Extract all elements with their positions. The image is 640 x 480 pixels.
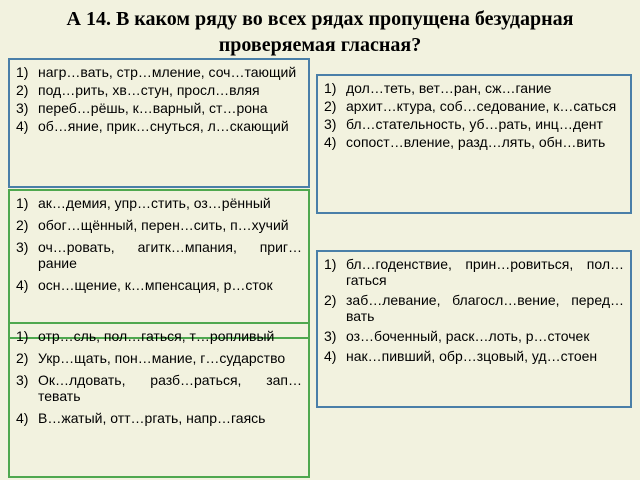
option-box-d (316, 74, 632, 214)
list-item (16, 372, 302, 404)
item-number: 3) (324, 116, 337, 132)
item-number: 3) (324, 328, 337, 344)
option-box-b (8, 189, 310, 339)
item-number: 3) (16, 239, 29, 255)
item-number: 3) (16, 100, 29, 116)
item-text: сопост…вление, разд…лять, обн…вить (346, 134, 606, 150)
item-number: 1) (16, 64, 29, 80)
item-number: 1) (324, 256, 337, 272)
item-text: ак…демия, упр…стить, оз…рённый (38, 195, 271, 211)
item-number: 2) (16, 217, 29, 233)
list-item (16, 82, 302, 98)
item-text: дол…теть, вет…ран, сж…гание (346, 80, 552, 96)
list-item (16, 217, 302, 233)
item-number: 3) (16, 372, 29, 388)
item-text: под…рить, хв…стун, просл…вляя (38, 82, 260, 98)
item-text: оз…боченный, раск…лоть, р…сточек (346, 328, 590, 344)
item-text: нак…пивший, обр…зцовый, уд…стоен (346, 348, 598, 364)
list-item (16, 64, 302, 80)
item-number: 2) (16, 82, 29, 98)
item-text: осн…щение, к…мпенсация, р…сток (38, 277, 273, 293)
list-item (16, 100, 302, 116)
item-text: Укр…щать, пон…мание, г…сударство (38, 350, 286, 366)
item-number: 4) (16, 277, 29, 293)
item-text: нагр…вать, стр…мление, соч…тающий (38, 64, 297, 80)
item-text: переб…рёшь, к…варный, ст…рона (38, 100, 268, 116)
item-text: Ок…лдовать, разб…раться, зап…тевать (38, 372, 302, 404)
item-text: об…яние, прик…снуться, л…скающий (38, 118, 289, 134)
list-item (324, 116, 624, 132)
list-item (324, 134, 624, 150)
item-number: 4) (16, 118, 29, 134)
item-text: бл…стательность, уб…рать, инц…дент (346, 116, 603, 132)
list-item (324, 348, 624, 364)
item-number: 1) (324, 80, 337, 96)
list-item (324, 328, 624, 344)
list-item (16, 277, 302, 293)
list-item (324, 256, 624, 288)
option-box-a (8, 58, 310, 188)
title-line-1: А 14. В каком ряду во всех рядах пропущена безударная (66, 8, 574, 30)
list-item (16, 118, 302, 134)
item-number: 4) (324, 348, 337, 364)
item-number: 4) (16, 410, 29, 426)
list-item (324, 80, 624, 96)
item-number: 2) (324, 292, 337, 308)
item-text: архит…ктура, соб…седование, к…саться (346, 98, 617, 114)
item-text: В…жатый, отт…ргать, напр…гаясь (38, 410, 266, 426)
page-title (0, 6, 640, 58)
item-text: отр…сль, пол…гаться, т…ропливый (38, 328, 275, 344)
item-text: заб…левание, благосл…вение, перед…вать (346, 292, 624, 324)
list-item (16, 350, 302, 366)
item-number: 2) (324, 98, 337, 114)
title-line-2: проверяемая гласная? (218, 34, 422, 56)
list-item (16, 410, 302, 426)
item-number: 1) (16, 328, 29, 344)
list-item (324, 292, 624, 324)
item-text: обог…щённый, перен…сить, п…хучий (38, 217, 289, 233)
item-number: 4) (324, 134, 337, 150)
list-item (324, 98, 624, 114)
list-item (16, 328, 302, 344)
item-text: оч…ровать, агитк…мпания, приг…рание (38, 239, 302, 271)
list-item (16, 239, 302, 271)
item-number: 1) (16, 195, 29, 211)
option-box-c (8, 322, 310, 478)
item-number: 2) (16, 350, 29, 366)
option-box-e (316, 250, 632, 408)
item-text: бл…годенствие, прин…ровиться, пол…гаться (346, 256, 624, 288)
list-item (16, 195, 302, 211)
